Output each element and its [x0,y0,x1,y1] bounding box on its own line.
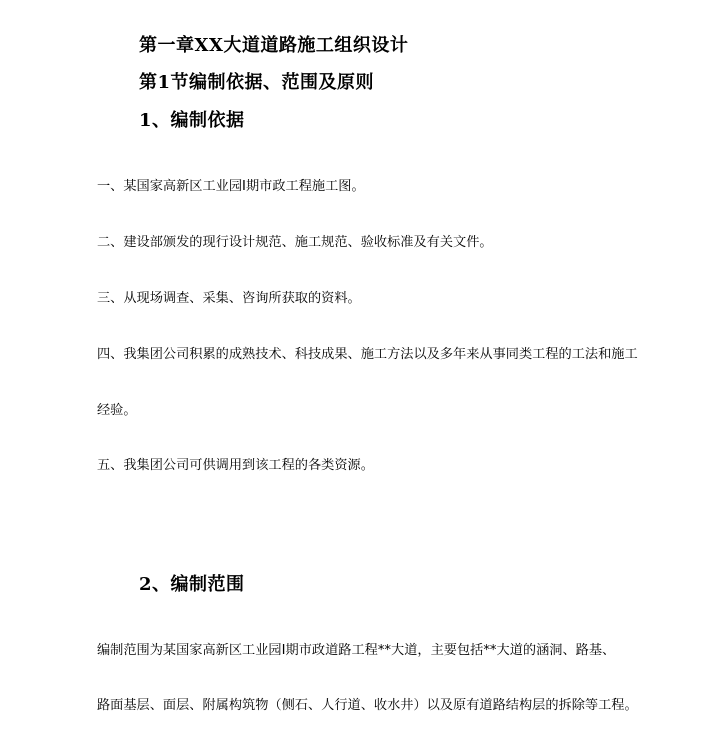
basis-item-3: 三、从现场调查、采集、咨询所获取的资料。 [97,291,361,306]
scope-line-1: 编制范围为某国家高新区工业园Ⅰ期市政道路工程**大道，主要包括**大道的涵洞、路基、 [97,643,616,658]
basis-item-4: 四、我集团公司积累的成熟技术、科技成果、施工方法以及多年来从事同类工程的工法和施工 [97,347,638,362]
basis-item-4-continued: 经验。 [97,403,137,418]
scope-line-2: 路面基层、面层、附属构筑物（侧石、人行道、收水井）以及原有道路结构层的拆除等工程。 [97,698,638,713]
basis-item-2: 二、建设部颁发的现行设计规范、施工规范、验收标准及有关文件。 [97,235,493,250]
basis-item-1: 一、某国家高新区工业园Ⅰ期市政工程施工图。 [97,179,365,194]
chapter-title: 第一章XX大道道路施工组织设计 [139,35,409,56]
basis-item-5: 五、我集团公司可供调用到该工程的各类资源。 [97,458,374,473]
section-title: 第1节编制依据、范围及原则 [139,72,375,93]
subsection-title-basis: 1、编制依据 [139,110,245,131]
subsection-title-scope: 2、编制范围 [139,574,245,595]
